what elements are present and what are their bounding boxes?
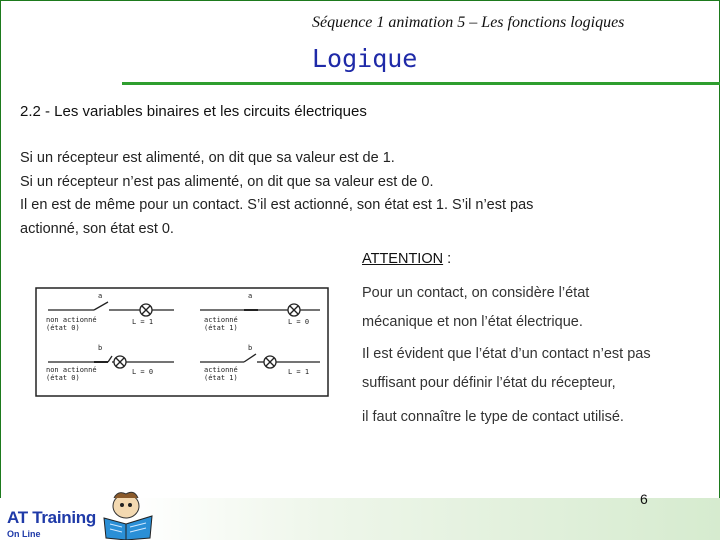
header-divider bbox=[122, 82, 720, 85]
state-value: (état 1) bbox=[204, 374, 238, 382]
diagram-border bbox=[36, 288, 328, 396]
attention-line: mécanique et non l’état électrique. bbox=[362, 314, 583, 330]
attention-heading bbox=[362, 251, 451, 267]
attention-line: Il est évident que l’état d’un contact n’est pas bbox=[362, 346, 651, 362]
state-value: (état 0) bbox=[46, 374, 80, 382]
lamp-state: L = 0 bbox=[132, 368, 154, 376]
state-value: (état 1) bbox=[204, 324, 238, 332]
lamp-state: L = 0 bbox=[288, 318, 310, 326]
paragraph-line: Si un récepteur n’est pas alimenté, on dit que sa valeur est de 0. bbox=[20, 173, 434, 190]
paragraph-line: Si un récepteur est alimenté, on dit que sa valeur est de 1. bbox=[20, 150, 395, 166]
body-text bbox=[20, 147, 640, 241]
state-label: non actionné bbox=[46, 366, 97, 374]
page-number: 6 bbox=[640, 491, 648, 507]
sequence-title: Séquence 1 animation 5 – Les fonctions logiques bbox=[312, 14, 625, 31]
reading-mascot-icon bbox=[96, 488, 160, 540]
contact-name: b bbox=[248, 344, 253, 352]
state-label: actionné bbox=[204, 366, 238, 374]
paragraph-line: Il en est de même pour un contact. S’il est actionné, son état est 1. S’il n’est pas bbox=[20, 197, 534, 213]
contact-name: b bbox=[98, 344, 103, 352]
state-label: non actionné bbox=[46, 316, 97, 324]
lamp-state: L = 1 bbox=[132, 318, 154, 326]
attention-colon: : bbox=[443, 251, 452, 267]
contact-name: a bbox=[98, 292, 103, 300]
lamp-state: L = 1 bbox=[288, 368, 310, 376]
contact-circuit-diagram bbox=[34, 286, 330, 398]
attention-label: ATTENTION bbox=[362, 251, 444, 267]
attention-line: Pour un contact, on considère l’état bbox=[362, 285, 590, 301]
state-label: actionné bbox=[204, 316, 238, 324]
attention-line: suffisant pour définir l’état du récepteur, bbox=[362, 375, 616, 391]
logo: AT Training bbox=[7, 508, 96, 527]
paragraph-line: actionné, son état est 0. bbox=[20, 220, 174, 237]
state-value: (état 0) bbox=[46, 324, 80, 332]
logo-tagline: On Line bbox=[7, 529, 41, 539]
contact-name: a bbox=[248, 292, 253, 300]
page-title: Logique bbox=[312, 44, 418, 73]
attention-line: il faut connaître le type de contact utilisé. bbox=[362, 409, 624, 425]
section-heading: 2.2 - Les variables binaires et les circuits électriques bbox=[20, 103, 367, 120]
